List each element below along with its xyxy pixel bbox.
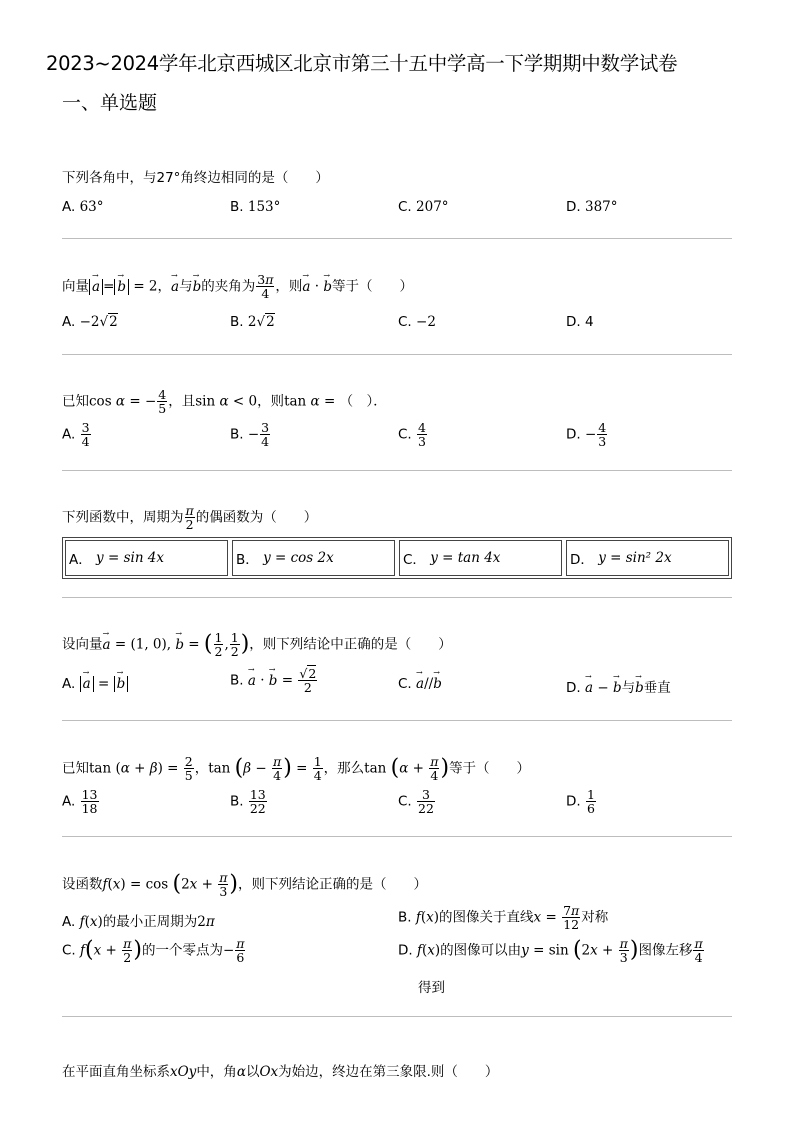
- q2-option-c: C. −2: [398, 314, 436, 330]
- divider: [62, 354, 732, 355]
- q7-option-c: C. f(x + $\frac{\pi}{2}$ )的一个零点为− $\frac{\pi}{6}$: [62, 936, 245, 966]
- question-7-stem: 设函数f(x) = cos (2x + $\frac{\pi}{3}$ )，则下列结论正确的是（ ）: [62, 870, 428, 900]
- question-6-stem: 已知tan (α + β) = $\frac{2}{5}$ ，tan (β − $\frac{\pi}{4}$ ) = $\frac{1}{4}$ ，那么tan (α + $\frac{\pi}{4}$ )等于（ ）: [62, 754, 531, 784]
- q5-option-d: D. → a − → b与→ b垂直: [566, 676, 671, 696]
- q2-option-b: B. 2√2: [230, 314, 275, 330]
- q2-option-d: D. 4: [566, 314, 594, 330]
- q3-option-c: C. $\frac{4}{3}$: [398, 420, 426, 450]
- q4-option-a: A． y = sin 4x: [65, 540, 228, 576]
- q1-option-c: C. 207°: [398, 199, 449, 215]
- q5-option-c: C. → a//→ b: [398, 676, 442, 692]
- question-2-stem: 向量→ a =→ b = 2，→ a与→ b的夹角为 $\frac{3\pi}{4}$ ，则→ a · → b等于（ ）: [62, 273, 413, 300]
- q4-option-c: C． y = tan 4x: [399, 540, 562, 576]
- section-heading: 一、单选题: [62, 92, 158, 114]
- q7-option-d-continuation: 得到: [418, 980, 445, 996]
- divider: [62, 836, 732, 837]
- q4-option-b: B． y = cos 2x: [232, 540, 395, 576]
- q1-option-b: B. 153°: [230, 199, 281, 215]
- question-8-stem: 在平面直角坐标系xOy中，角α以Ox为始边，终边在第三象限.则（ ）: [62, 1064, 499, 1080]
- document-title: 2023~2024学年北京西城区北京市第三十五中学高一下学期期中数学试卷: [46, 52, 678, 75]
- q6-option-a: A. $\frac{13}{18}$: [62, 787, 98, 817]
- divider: [62, 720, 732, 721]
- q6-option-d: D. $\frac{1}{6}$: [566, 787, 595, 817]
- q3-option-d: D. − $\frac{4}{3}$: [566, 420, 607, 450]
- q6-option-c: C. $\frac{3}{22}$: [398, 787, 434, 817]
- q5-option-a: A. → a = → b: [62, 676, 128, 692]
- q4-option-d: D． y = sin² 2x: [566, 540, 729, 576]
- q6-option-b: B. $\frac{13}{22}$: [230, 787, 266, 817]
- q2-option-a: A. −2√2: [62, 314, 118, 330]
- divider: [62, 1016, 732, 1017]
- divider: [62, 597, 732, 598]
- divider: [62, 238, 732, 239]
- question-5-stem: 设向量→ a = (1, 0), → b = ( $\frac{1}{2}$ , $\frac{1}{2}$ )，则下列结论中正确的是（ ）: [62, 631, 452, 658]
- divider: [62, 470, 732, 471]
- q7-option-b: B. f(x)的图像关于直线x = $\frac{7\pi}{12}$ 对称: [398, 903, 609, 933]
- q1-option-a: A. 63°: [62, 199, 104, 215]
- q5-option-b: B. → a · → b = $\frac{√2}{2}$: [230, 667, 318, 694]
- q7-option-d: D. f(x)的图像可以由y = sin (2x + $\frac{\pi}{3}$ )图像左移 $\frac{\pi}{4}$: [398, 936, 703, 966]
- q7-option-a: A. f(x)的最小正周期为2π: [62, 914, 215, 930]
- question-4-stem: 下列函数中，周期为 $\frac{\pi}{2}$ 的偶函数为（ ）: [62, 503, 318, 533]
- q1-option-d: D. 387°: [566, 199, 618, 215]
- q3-option-b: B. − $\frac{3}{4}$: [230, 420, 270, 450]
- question-1-stem: 下列各角中，与27°角终边相同的是（ ）: [62, 170, 329, 186]
- q4-options-table: [62, 537, 732, 579]
- question-3-stem: 已知cos α = − $\frac{4}{5}$ ，且sin α < 0，则tan α = （ ）．: [62, 387, 387, 417]
- q3-option-a: A. $\frac{3}{4}$: [62, 420, 90, 450]
